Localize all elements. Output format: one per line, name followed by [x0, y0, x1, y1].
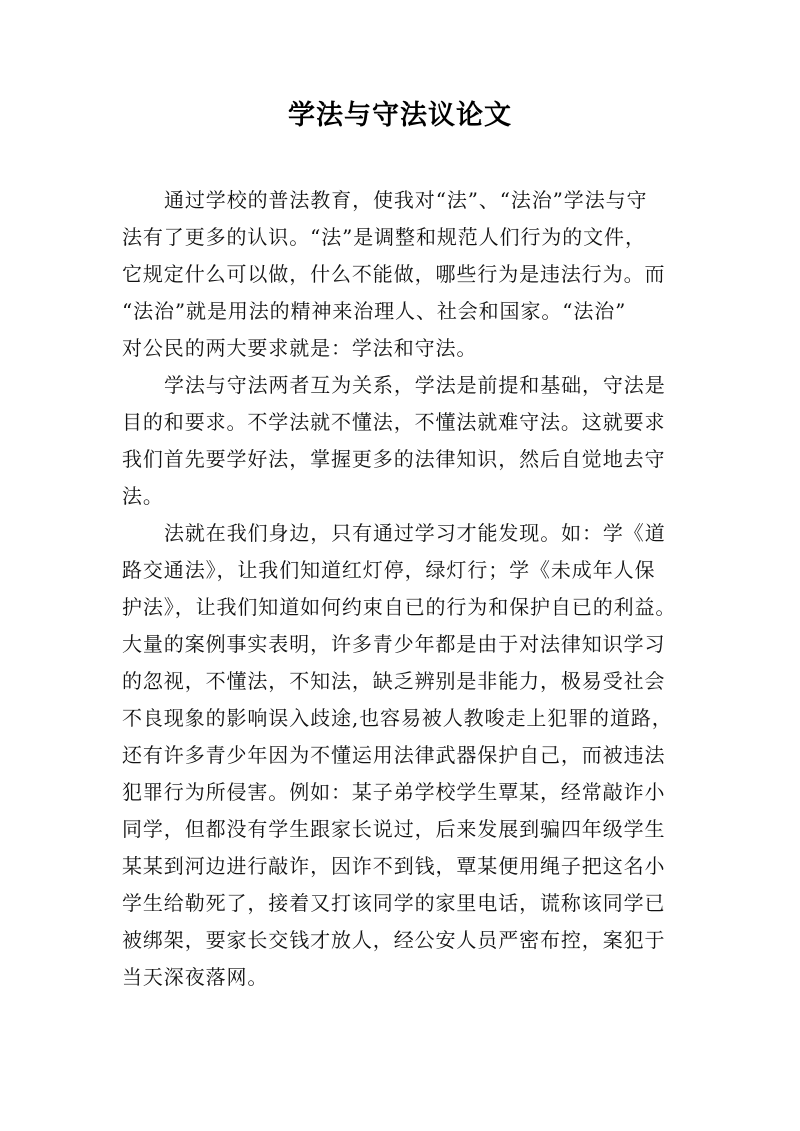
text-line: 法有了更多的认识。“法”是调整和规范人们行为的文件，: [122, 225, 646, 249]
text-line: 被绑架，要家长交钱才放人，经公安人员严密布控，案犯于: [122, 928, 666, 952]
text-line: 大量的案例事实表明，许多青少年都是由于对法律知识学习: [122, 632, 666, 656]
text-line: 我们首先要学好法，掌握更多的法律知识，然后自觉地去守: [122, 447, 666, 471]
text-line: 还有许多青少年因为不懂运用法律武器保护自己，而被违法: [122, 743, 666, 767]
text-line: 通过学校的普法教育，使我对“法”、“法治”学法与守: [164, 188, 648, 212]
text-line: 学法与守法两者互为关系，学法是前提和基础，守法是: [164, 373, 666, 397]
text-line: 目的和要求。不学法就不懂法，不懂法就难守法。这就要求: [122, 410, 666, 434]
paragraph-2: [122, 367, 694, 515]
text-line: 它规定什么可以做，什么不能做，哪些行为是违法行为。而: [122, 262, 666, 286]
text-line: 同学，但都没有学生跟家长说过，后来发展到骗四年级学生: [122, 817, 666, 841]
text-line: 法。: [122, 484, 164, 508]
text-line: 不良现象的影响误入歧途,也容易被人教唆走上犯罪的道路，: [122, 706, 673, 730]
text-line: 对公民的两大要求就是：学法和守法。: [122, 336, 478, 360]
text-line: 的忽视，不懂法，不知法，缺乏辨别是非能力，极易受社会: [122, 669, 666, 693]
text-line: 犯罪行为所侵害。例如：某子弟学校学生覃某，经常敲诈小: [122, 780, 666, 804]
document-title: 学法与守法议论文: [288, 100, 512, 131]
text-line: 路交通法》，让我们知道红灯停，绿灯行；学《未成年人保: [122, 558, 656, 582]
text-line: “法治”就是用法的精神来治理人、社会和国家。“法治”: [122, 299, 627, 323]
paragraph-1: [122, 182, 694, 367]
text-line: 法就在我们身边，只有通过学习才能发现。如：学《道: [164, 521, 666, 545]
text-line: 学生给勒死了，接着又打该同学的家里电话，谎称该同学已: [122, 891, 666, 915]
text-line: 当天深夜落网。: [122, 965, 269, 989]
text-line: 某某到河边进行敲诈，因诈不到钱，覃某便用绳子把这名小: [122, 854, 666, 878]
document-body: [122, 182, 694, 996]
paragraph-3: [122, 515, 694, 996]
text-line: 护法》，让我们知道如何约束自已的行为和保护自已的利益。: [122, 595, 677, 619]
